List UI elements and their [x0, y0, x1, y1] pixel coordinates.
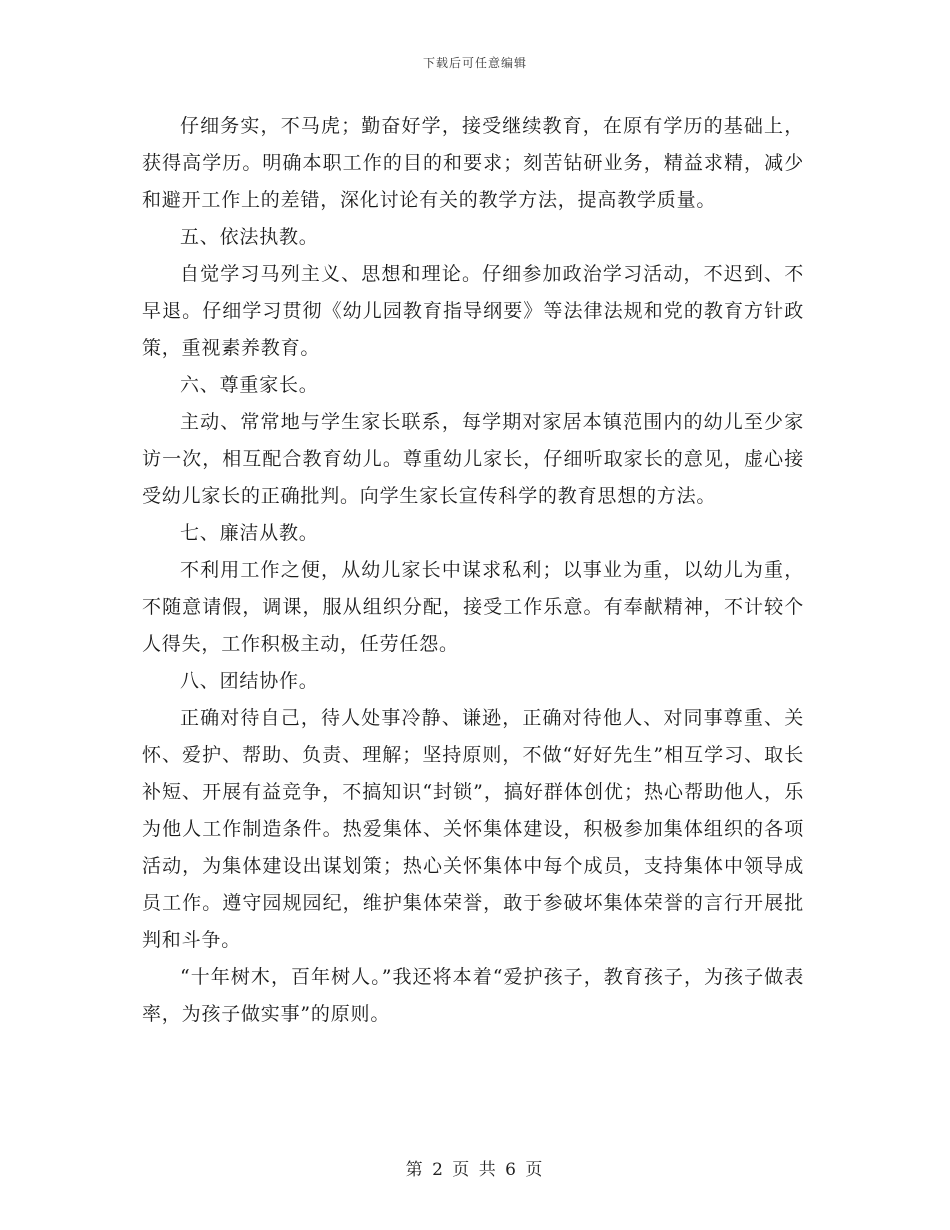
paragraph-law: 自觉学习马列主义、思想和理论。仔细参加政治学习活动，不迟到、不早退。仔细学习贯彻《幼儿园教育指导纲要》等法律法规和党的教育方针政策，重视素养教育。 — [142, 263, 804, 359]
page-number: 第 2 页 共 6 页 — [405, 1160, 545, 1180]
paragraph-integrity: 不利用工作之便，从幼儿家长中谋求私利；以事业为重，以幼儿为重，不随意请假，调课，服从组织分配，接受工作乐意。有奉献精神，不计较个人得失，工作积极主动，任劳任怨。 — [142, 559, 804, 655]
paragraph-study: 仔细务实，不马虎；勤奋好学，接受继续教育，在原有学历的基础上，获得高学历。明确本职工作的目的和要求；刻苦钻研业务，精益求精，减少和避开工作上的差错，深化讨论有关的教学方法，提高教学质量。 — [142, 115, 804, 211]
section-heading-8: 八、团结协作。 — [180, 670, 319, 692]
page-header-note: 下载后可任意编辑 — [422, 56, 527, 70]
document-body — [142, 108, 804, 1033]
paragraph-closing: “十年树木，百年树人。”我还将本着“爱护孩子，教育孩子，为孩子做表率，为孩子做实事”的原则。 — [142, 966, 804, 1025]
section-heading-5: 五、依法执教。 — [180, 226, 319, 248]
section-heading-7: 七、廉洁从教。 — [180, 522, 319, 544]
paragraph-teamwork: 正确对待自己，待人处事冷静、谦逊，正确对待他人、对同事尊重、关怀、爱护、帮助、负责、理解；坚持原则，不做“好好先生”相互学习、取长补短、开展有益竞争，不搞知识“封锁”，搞好群体创优；热心帮助他人，乐为他人工作制造条件。热爱集体、关怀集体建设，积极参加集体组织的各项活动，为集体建设出谋划策；热心关怀集体中每个成员，支持集体中领导成员工作。遵守园规园纪，维护集体荣誉，敢于参破坏集体荣誉的言行开展批判和斗争。 — [142, 707, 804, 951]
section-heading-6: 六、尊重家长。 — [180, 374, 319, 396]
paragraph-parents: 主动、常常地与学生家长联系，每学期对家居本镇范围内的幼儿至少家访一次，相互配合教育幼儿。尊重幼儿家长，仔细听取家长的意见，虚心接受幼儿家长的正确批判。向学生家长宣传科学的教育思想的方法。 — [142, 411, 804, 507]
